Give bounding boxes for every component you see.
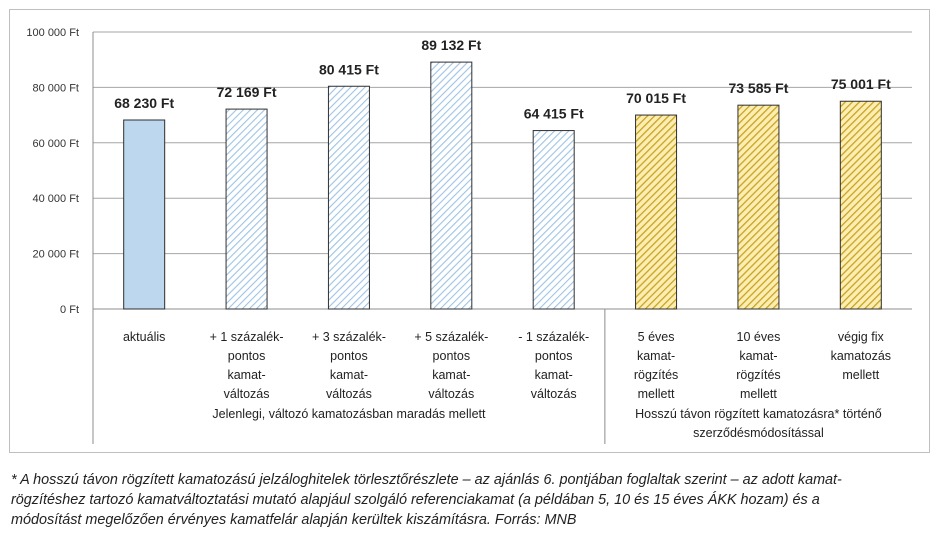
x-category-label: kamatozás (830, 349, 892, 363)
footnote-line: * A hosszú távon rögzített kamatozású jelzáloghitelek törlesztőrészlete – az ajánlás 6. pontjában foglaltak szerint – az adott kamat- (11, 472, 842, 488)
data-label: 70 015 Ft (626, 90, 687, 107)
data-label: 73 585 Ft (728, 80, 789, 97)
x-category-label: rögzítés (736, 368, 781, 382)
bar (328, 86, 369, 309)
y-axis-ticks (26, 27, 79, 316)
x-category-label: pontos (432, 349, 471, 363)
group-label: szerződésmódosítással (693, 426, 824, 440)
y-tick-label: 100 000 Ft (26, 27, 79, 39)
x-category-label: változás (530, 387, 577, 401)
group-label: Hosszú távon rögzített kamatozásra* történő (635, 407, 882, 421)
y-tick-label: 40 000 Ft (32, 193, 79, 206)
x-category-label: kamat- (432, 368, 471, 382)
x-category-label: változás (428, 387, 475, 401)
x-category-label: változás (223, 387, 270, 401)
x-category-label: kamat- (636, 349, 676, 363)
bar (226, 109, 267, 309)
x-category-label: kamat- (329, 368, 369, 382)
x-category-label: mellett (842, 368, 880, 382)
x-category-label: kamat- (227, 368, 266, 382)
data-label: 64 415 Ft (523, 105, 584, 122)
x-category-label: + 3 százalék- (311, 330, 386, 344)
bar (840, 101, 881, 309)
x-category-label: kamat- (739, 349, 778, 363)
x-category-label: aktuális (122, 330, 166, 344)
data-label: 75 001 Ft (830, 76, 891, 93)
footnote-line: módosítást megelőzően érvényes kamatfelár alapján kerültek kiszámításra. Forrás: MNB (11, 512, 577, 528)
x-category-label: + 5 százalék- (414, 330, 489, 344)
x-category-label: kamat- (534, 368, 573, 382)
data-label: 89 132 Ft (421, 37, 482, 54)
x-category-label: pontos (330, 349, 368, 363)
bar-chart (10, 10, 929, 452)
x-category-label: + 1 százalék- (209, 330, 284, 344)
bar (124, 120, 165, 309)
bar (533, 131, 574, 309)
x-category-label: 5 éves (637, 330, 675, 344)
chart-frame (9, 9, 930, 453)
y-tick-label: 20 000 Ft (32, 248, 79, 261)
x-category-label: pontos (227, 349, 266, 363)
gridlines (93, 32, 912, 309)
footnote (11, 470, 921, 530)
x-category-label: - 1 százalék- (518, 330, 590, 344)
data-label: 80 415 Ft (318, 61, 379, 78)
x-category-label: változás (326, 387, 372, 401)
y-tick-label: 60 000 Ft (32, 137, 79, 150)
x-category-label: rögzítés (633, 368, 679, 382)
x-category-label: 10 éves (736, 330, 781, 344)
x-category-label: pontos (534, 349, 573, 363)
group-label: Jelenlegi, változó kamatozásban maradás mellett (212, 407, 486, 421)
x-axis-categories (123, 330, 891, 401)
bar (636, 115, 677, 309)
data-label: 68 230 Ft (114, 95, 175, 112)
bar (431, 62, 472, 309)
data-label: 72 169 Ft (216, 84, 277, 101)
y-tick-label: 80 000 Ft (32, 82, 79, 95)
x-category-label: végig fix (837, 330, 884, 344)
bar (738, 105, 779, 309)
footnote-line: rögzítéshez tartozó kamatváltoztatási mutató alapjául szolgáló referenciakamat (a példában 5, 10 és 15 éves ÁKK hozam) és a (11, 492, 820, 508)
x-category-label: mellett (637, 387, 675, 401)
x-category-label: mellett (740, 387, 777, 401)
y-tick-label: 0 Ft (60, 304, 79, 316)
